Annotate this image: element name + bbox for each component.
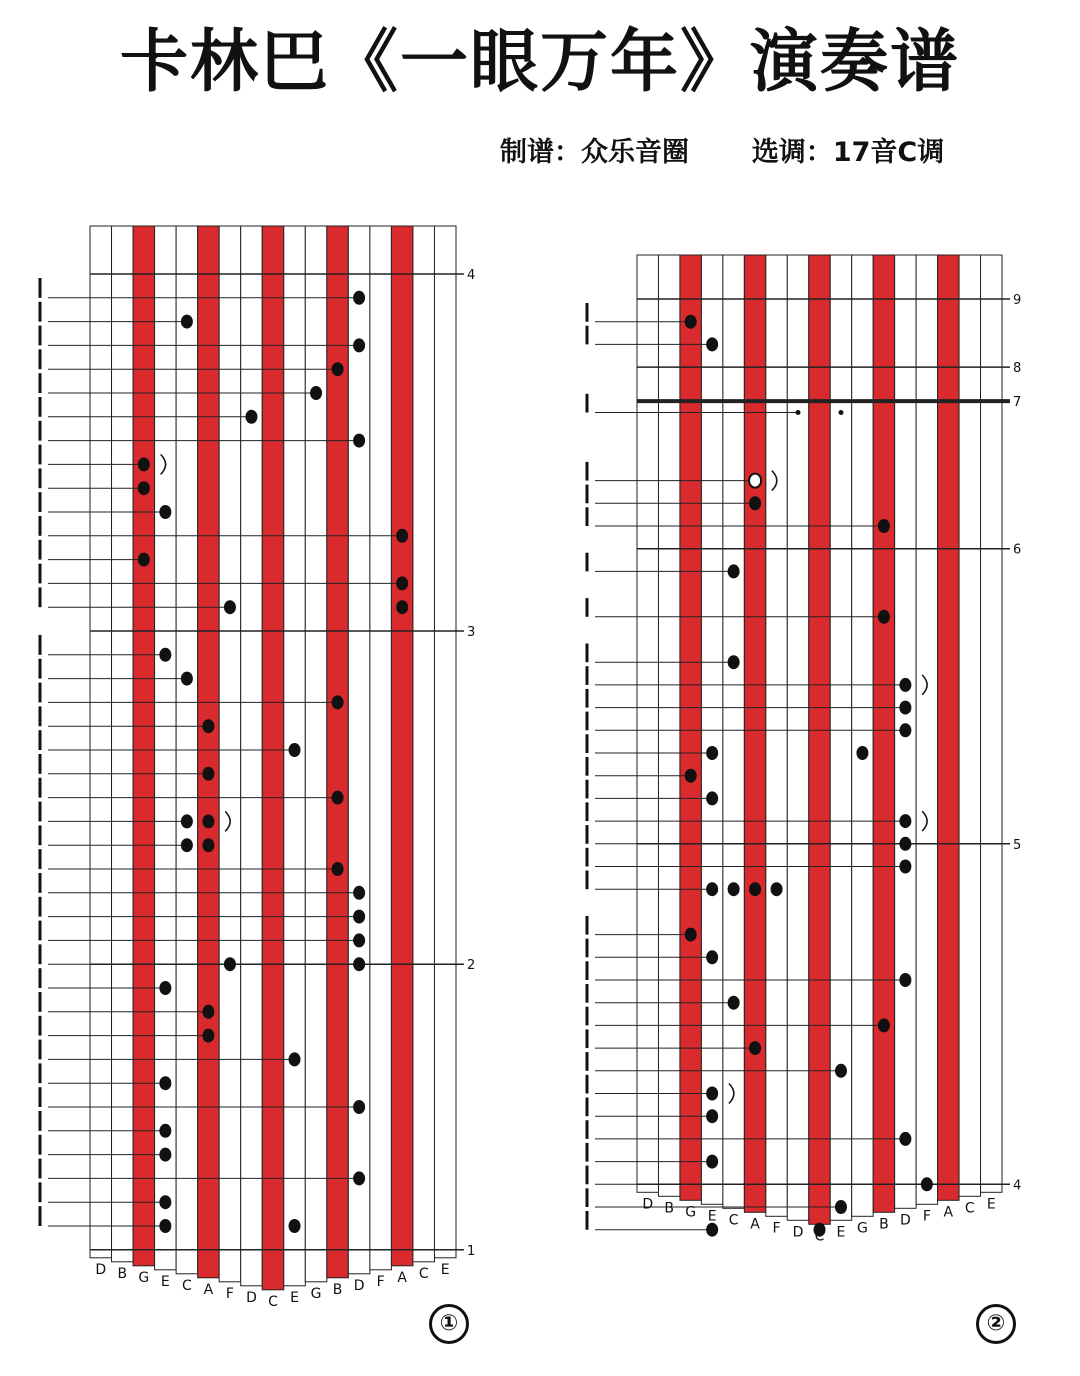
tine-label: A [750,1216,760,1233]
measure-number: 9 [1013,293,1022,308]
tine-label: B [332,1281,343,1298]
tine-label: E [160,1273,170,1290]
tine-label: G [685,1204,697,1221]
tine [981,255,1002,1192]
tine-label: E [440,1261,450,1278]
tine-label: G [310,1285,322,1302]
tine-label: F [376,1273,385,1290]
measure-number: 4 [1013,1178,1022,1194]
note-dot [899,723,911,737]
tine-label: D [899,1212,911,1229]
note-dot [835,1064,847,1078]
measure-number: 4 [467,268,476,283]
tine-label: D [792,1224,804,1241]
arranger-name: 众乐音圈 [581,137,689,168]
tine-label: C [728,1212,739,1229]
red-tine [680,255,701,1200]
page-title: 卡林巴《一眼万年》演奏谱 [119,23,960,102]
tine-label: F [225,1285,234,1302]
tine-label: C [814,1228,825,1245]
key-value: 17音C调 [832,137,945,168]
measure-number: 7 [1013,395,1022,411]
note-dot [728,655,740,669]
note-dot [728,882,740,896]
note-dot [749,1041,761,1055]
note-dot [899,701,911,715]
tine-label: C [181,1277,192,1294]
tine-label: E [290,1289,299,1306]
small-dot [796,410,801,415]
note-dot [749,882,761,896]
note-dot [749,496,761,510]
note-dot [899,973,911,987]
note-dot [856,746,868,760]
tine-label: C [964,1200,975,1217]
hollow-note [749,474,761,488]
note-dot [706,337,718,351]
tine-label: D [642,1196,654,1213]
note-dot [706,791,718,805]
note-dot [728,564,740,578]
measure-number: 1 [467,1243,476,1259]
tine [658,255,679,1196]
tine-label: A [203,1281,214,1298]
note-dot [706,950,718,964]
red-tine [873,255,894,1212]
tine-label: E [836,1224,846,1241]
small-dot [838,410,843,415]
note-dot [728,996,740,1010]
tine-label: C [418,1265,429,1282]
note-dot [899,860,911,874]
arranger-label: 制谱： [500,137,581,168]
tine-label: B [879,1216,889,1233]
measure-number: 5 [1013,837,1022,853]
note-dot [899,814,911,828]
tine-label: F [772,1220,781,1237]
key-label: 选调： [751,137,833,168]
tine-label: F [922,1208,931,1225]
note-dot [706,1223,718,1237]
tine-label: C [268,1293,278,1310]
tine-label: A [397,1269,407,1286]
note-dot [685,928,697,942]
note-dot [899,678,911,692]
tine [701,255,722,1204]
note-dot [878,519,890,533]
tine [723,255,744,1208]
note-dot [685,315,697,329]
tine [637,255,658,1192]
note-dot [706,1155,718,1169]
panel-number-badge: ② [976,1304,1016,1344]
note-dot [878,610,890,624]
note-dot [706,882,718,896]
red-tine [938,255,959,1200]
note-dot [706,1109,718,1123]
tine [916,255,937,1204]
tine-label: G [857,1220,868,1237]
tine-label: E [707,1208,717,1225]
note-dot [899,837,911,851]
note-dot [771,882,783,896]
measure-number: 6 [1013,542,1022,558]
tine-label: A [943,1204,954,1221]
tine [959,255,980,1196]
note-dot [706,746,718,760]
note-dot [899,1132,911,1146]
measure-number: 3 [467,625,476,640]
note-dot [685,769,697,783]
red-tine [744,255,765,1212]
measure-number: 8 [1013,361,1022,377]
note-dot [878,1018,890,1032]
measure-number: 2 [467,958,476,974]
tine-label: D [353,1277,365,1294]
note-dot [706,1087,718,1101]
note-dot [921,1177,933,1191]
note-dot [835,1200,847,1214]
tine-label: E [986,1196,996,1213]
tine-label: B [117,1265,128,1282]
tine-label: D [95,1261,107,1278]
tine-label: D [246,1289,257,1306]
panel-number-badge: ① [429,1304,469,1344]
tine-label: G [138,1269,150,1286]
tine-label: B [664,1200,675,1217]
